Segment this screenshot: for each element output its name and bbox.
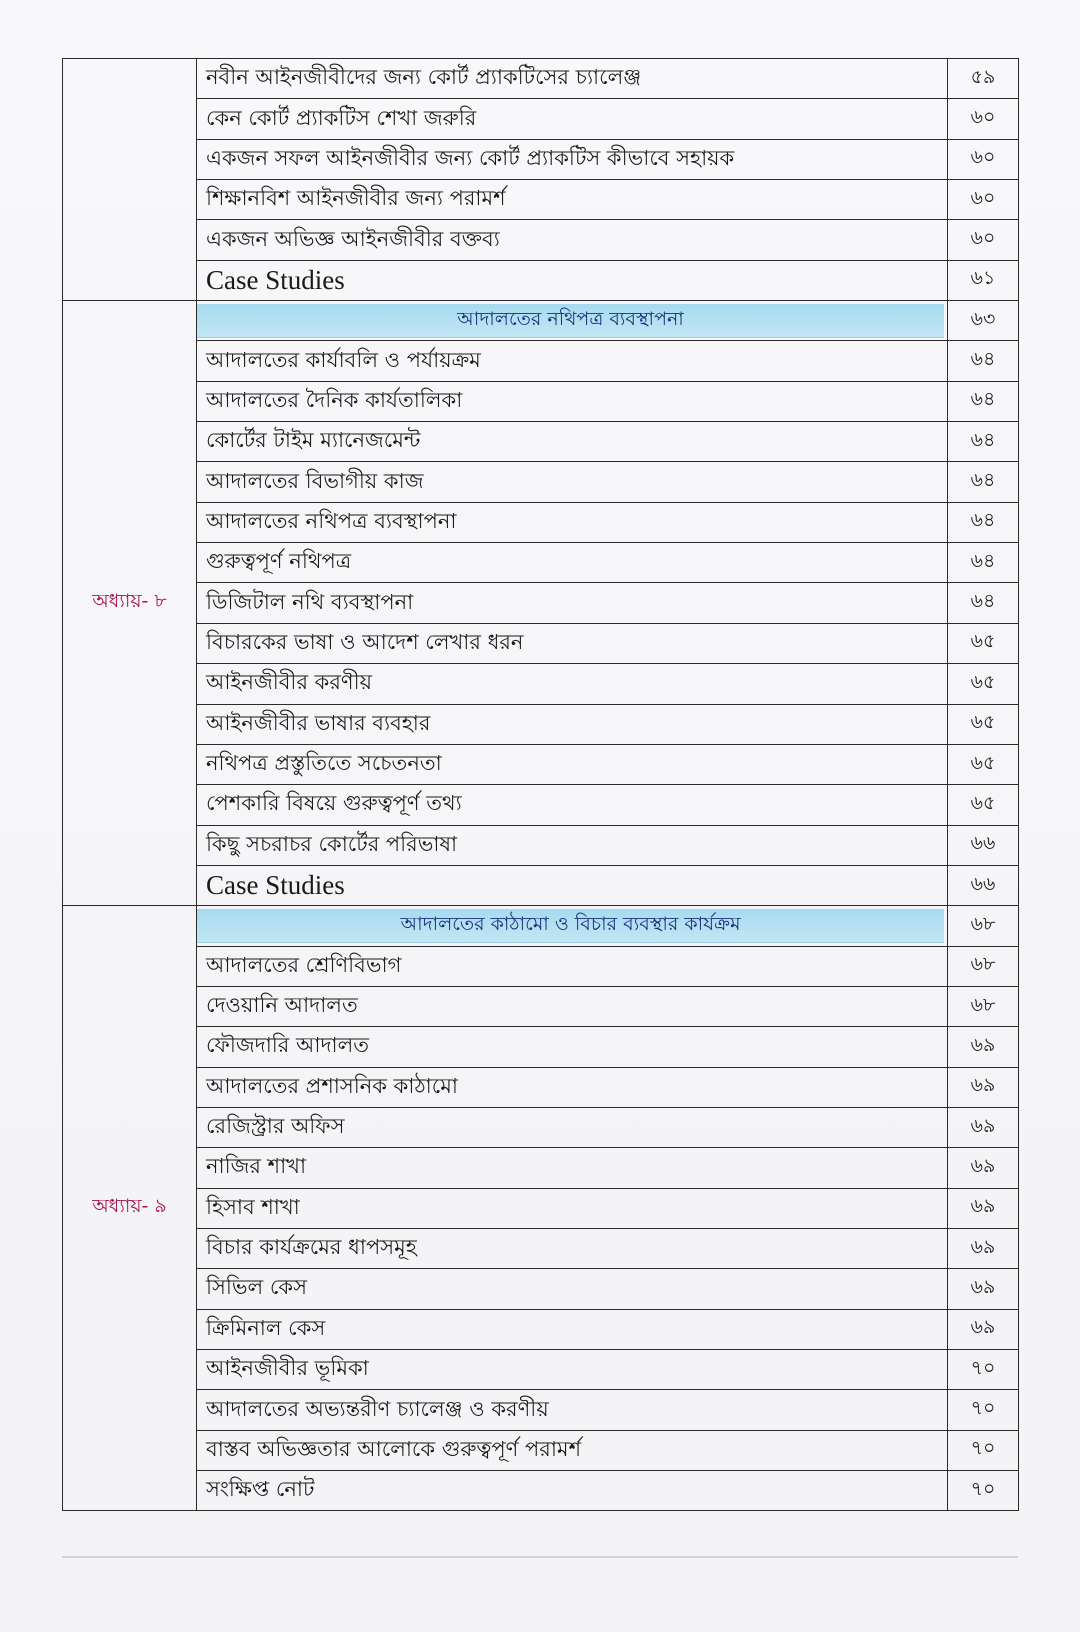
chapter-heading-title: আদালতের কাঠামো ও বিচার ব্যবস্থার কার্যক্রম [197, 909, 944, 942]
page-number: ৭০ [948, 1430, 1019, 1470]
page-number: ৬৬ [948, 825, 1019, 865]
page-number: ৬০ [948, 180, 1019, 220]
toc-row [63, 543, 1019, 583]
toc-row [63, 59, 1019, 99]
page-number: ৬৬ [948, 865, 1019, 905]
toc-row [63, 704, 1019, 744]
page-number: ৬৮ [948, 946, 1019, 986]
page-number: ৬০ [948, 220, 1019, 260]
entry-title: ডিজিটাল নথি ব্যবস্থাপনা [197, 583, 948, 623]
entry-title: শিক্ষানবিশ আইনজীবীর জন্য পরামর্শ [197, 180, 948, 220]
toc-row [63, 341, 1019, 381]
entry-title: বিচারকের ভাষা ও আদেশ লেখার ধরন [197, 623, 948, 663]
page-number: ৬৫ [948, 664, 1019, 704]
page-number: ৬৯ [948, 1027, 1019, 1067]
page-number: ৬১ [948, 260, 1019, 300]
page-number: ৬৪ [948, 422, 1019, 462]
entry-title: সিভিল কেস [197, 1269, 948, 1309]
page-number: ৬৪ [948, 583, 1019, 623]
toc-row [63, 1269, 1019, 1309]
toc-row [63, 462, 1019, 502]
toc-row [63, 825, 1019, 865]
toc-row [63, 1390, 1019, 1430]
toc-row [63, 946, 1019, 986]
toc-row [63, 180, 1019, 220]
page-number: ৬৫ [948, 785, 1019, 825]
entry-title: Case Studies [197, 865, 948, 905]
toc-row [63, 1148, 1019, 1188]
toc-row [63, 1309, 1019, 1349]
toc-row [63, 220, 1019, 260]
chapter-heading-cell [197, 906, 948, 946]
entry-title: একজন সফল আইনজীবীর জন্য কোর্ট প্র্যাকটিস কীভাবে সহায়ক [197, 139, 948, 179]
page-number: ৬৪ [948, 502, 1019, 542]
entry-title: আদালতের কার্যাবলি ও পর্যায়ক্রম [197, 341, 948, 381]
toc-row [63, 623, 1019, 663]
page-number: ৬৯ [948, 1067, 1019, 1107]
chapter-heading-row [63, 301, 1019, 341]
entry-title: দেওয়ানি আদালত [197, 986, 948, 1026]
page-number: ৬৩ [948, 301, 1019, 341]
toc-row [63, 785, 1019, 825]
page-number: ৬৫ [948, 744, 1019, 784]
toc-row [63, 1027, 1019, 1067]
entry-title: নাজির শাখা [197, 1148, 948, 1188]
page-number: ৫৯ [948, 59, 1019, 99]
chapter-label: অধ্যায়- ৯ [63, 906, 197, 1511]
chapter-label [63, 59, 197, 301]
toc-row [63, 744, 1019, 784]
toc-row [63, 422, 1019, 462]
page-number: ৬০ [948, 139, 1019, 179]
toc-row [63, 583, 1019, 623]
entry-title: বিচার কার্যক্রমের ধাপসমূহ [197, 1228, 948, 1268]
page-number: ৬৪ [948, 341, 1019, 381]
page-number: ৬৫ [948, 623, 1019, 663]
page-number: ৭০ [948, 1390, 1019, 1430]
entry-title: আইনজীবীর ভূমিকা [197, 1350, 948, 1390]
entry-title: হিসাব শাখা [197, 1188, 948, 1228]
table-of-contents [62, 58, 1019, 1511]
toc-row [63, 381, 1019, 421]
entry-title: আদালতের বিভাগীয় কাজ [197, 462, 948, 502]
toc-row [63, 139, 1019, 179]
toc-row [63, 1228, 1019, 1268]
entry-title: আদালতের অভ্যন্তরীণ চ্যালেঞ্জ ও করণীয় [197, 1390, 948, 1430]
chapter-label: অধ্যায়- ৮ [63, 301, 197, 906]
page-number: ৬৯ [948, 1148, 1019, 1188]
page-number: ৬৫ [948, 704, 1019, 744]
page-number: ৬০ [948, 99, 1019, 139]
toc-row [63, 664, 1019, 704]
page-number: ৬৯ [948, 1188, 1019, 1228]
toc-row [63, 1067, 1019, 1107]
entry-title: বাস্তব অভিজ্ঞতার আলোকে গুরুত্বপূর্ণ পরামর্শ [197, 1430, 948, 1470]
entry-title: নথিপত্র প্রস্তুতিতে সচেতনতা [197, 744, 948, 784]
chapter-heading-row [63, 906, 1019, 946]
entry-title: পেশকারি বিষয়ে গুরুত্বপূর্ণ তথ্য [197, 785, 948, 825]
page-number: ৬৯ [948, 1107, 1019, 1147]
entry-title: আদালতের দৈনিক কার্যতালিকা [197, 381, 948, 421]
entry-title: কেন কোর্ট প্র্যাকটিস শেখা জরুরি [197, 99, 948, 139]
entry-title: কিছু সচরাচর কোর্টের পরিভাষা [197, 825, 948, 865]
toc-row [63, 1188, 1019, 1228]
toc-row [63, 865, 1019, 905]
entry-title: Case Studies [197, 260, 948, 300]
page-number: ৭০ [948, 1471, 1019, 1511]
entry-title: রেজিস্ট্রার অফিস [197, 1107, 948, 1147]
entry-title: ক্রিমিনাল কেস [197, 1309, 948, 1349]
entry-title: ফৌজদারি আদালত [197, 1027, 948, 1067]
toc-row [63, 502, 1019, 542]
toc-row [63, 99, 1019, 139]
page-number: ৬৪ [948, 381, 1019, 421]
entry-title: নবীন আইনজীবীদের জন্য কোর্ট প্র্যাকটিসের চ্যালেঞ্জ [197, 59, 948, 99]
page-number: ৬৯ [948, 1309, 1019, 1349]
toc-row [63, 1350, 1019, 1390]
entry-title: আদালতের নথিপত্র ব্যবস্থাপনা [197, 502, 948, 542]
page-number: ৬৮ [948, 906, 1019, 946]
toc-row [63, 1107, 1019, 1147]
entry-title: সংক্ষিপ্ত নোট [197, 1471, 948, 1511]
toc-row [63, 1471, 1019, 1511]
page-number: ৬৪ [948, 543, 1019, 583]
toc-body [63, 59, 1019, 1511]
page-number: ৭০ [948, 1350, 1019, 1390]
entry-title: একজন অভিজ্ঞ আইনজীবীর বক্তব্য [197, 220, 948, 260]
entry-title: কোর্টের টাইম ম্যানেজমেন্ট [197, 422, 948, 462]
footer-rule [62, 1556, 1018, 1558]
toc-row [63, 1430, 1019, 1470]
chapter-heading-cell [197, 301, 948, 341]
page-number: ৬৯ [948, 1269, 1019, 1309]
entry-title: আইনজীবীর করণীয় [197, 664, 948, 704]
toc-row [63, 986, 1019, 1026]
page-number: ৬৮ [948, 986, 1019, 1026]
entry-title: আইনজীবীর ভাষার ব্যবহার [197, 704, 948, 744]
entry-title: আদালতের প্রশাসনিক কাঠামো [197, 1067, 948, 1107]
toc-row [63, 260, 1019, 300]
page-number: ৬৯ [948, 1228, 1019, 1268]
entry-title: আদালতের শ্রেণিবিভাগ [197, 946, 948, 986]
page-number: ৬৪ [948, 462, 1019, 502]
entry-title: গুরুত্বপূর্ণ নথিপত্র [197, 543, 948, 583]
chapter-heading-title: আদালতের নথিপত্র ব্যবস্থাপনা [197, 304, 944, 337]
